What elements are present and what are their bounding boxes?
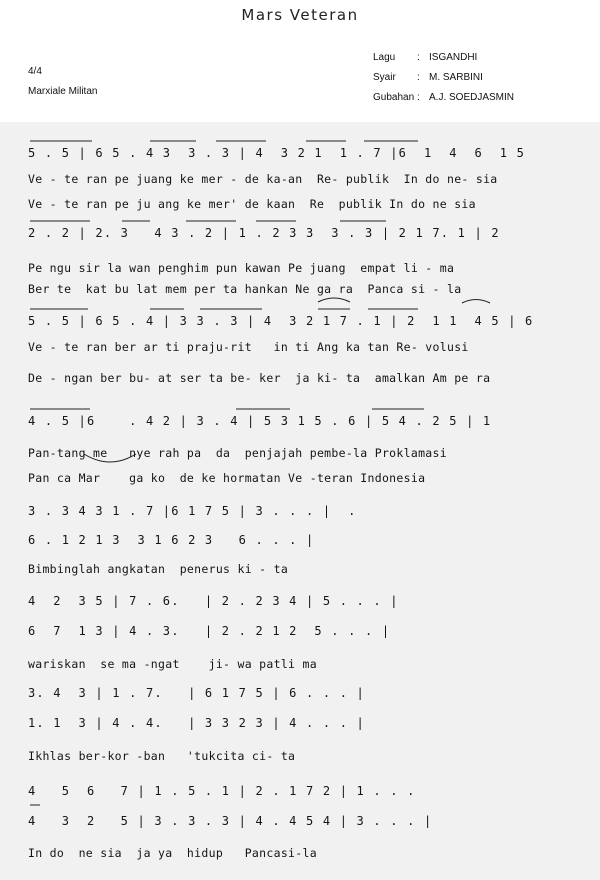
credit-separator: : xyxy=(417,52,420,63)
lyric-line: Bimbinglah angkatan penerus ki - ta xyxy=(28,562,289,576)
lyric-line: Ve - te ran pe ju ang ke mer' de kaan Re publik In do ne sia xyxy=(28,197,476,211)
credit-label: Syair xyxy=(373,72,396,83)
notation-line: 4 2 3 5 | 7 . 6. | 2 . 2 3 4 | 5 . . . | xyxy=(28,594,399,608)
lyric-line: Ve - te ran pe juang ke mer - de ka-an Re- publik In do ne- sia xyxy=(28,172,498,186)
notation-line: 5 . 5 | 6 5 . 4 3 3 . 3 | 4 3 2 1 1 . 7 |6 1 4 6 1 5 xyxy=(28,146,526,160)
notation-line: 2 . 2 | 2. 3 4 3 . 2 | 1 . 2 3 3 3 . 3 | 2 1 7. 1 | 2 xyxy=(28,226,500,240)
lyric-line: Ikhlas ber-kor -ban 'tukcita ci- ta xyxy=(28,749,296,763)
lyric-line: Ve - te ran ber ar ti praju-rit in ti Ang ka tan Re- volusi xyxy=(28,340,469,354)
lyric-line: In do ne sia ja ya hidup Pancasi-la xyxy=(28,846,317,860)
credit-label: Gubahan xyxy=(373,92,415,103)
credit-value: A.J. SOEDJASMIN xyxy=(429,92,515,103)
credit-value: M. SARBINI xyxy=(429,72,483,83)
notation-line: 4 . 5 |6 . 4 2 | 3 . 4 | 5 3 1 5 . 6 | 5 4 . 2 5 | 1 xyxy=(28,414,492,428)
tempo-style: Marxiale Militan xyxy=(28,86,98,97)
notation-line: 1. 1 3 | 4 . 4. | 3 3 2 3 | 4 . . . | xyxy=(28,716,365,730)
notation-line: 4 3 2 5 | 3 . 3 . 3 | 4 . 4 5 4 | 3 . . . | xyxy=(28,814,433,828)
credits-block xyxy=(373,48,514,108)
credit-arranger xyxy=(373,88,514,108)
credit-label: Lagu xyxy=(373,52,396,63)
lyric-line: Pan-tang me nye rah pa da penjajah pembe-la Proklamasi xyxy=(28,446,447,460)
notation-line: 6 7 1 3 | 4 . 3. | 2 . 2 1 2 5 . . . | xyxy=(28,624,391,638)
credit-separator: : xyxy=(417,92,420,103)
credit-value: ISGANDHI xyxy=(429,52,478,63)
lyric-line: Pe ngu sir la wan penghim pun kawan Pe juang empat li - ma xyxy=(28,261,455,275)
credit-separator: : xyxy=(417,72,420,83)
credit-lyricist xyxy=(373,68,514,88)
credit-composer xyxy=(373,48,514,68)
notation-line: 5 . 5 | 6 5 . 4 | 3 3 . 3 | 4 3 2 1 7 . 1 | 2 1 1 4 5 | 6 xyxy=(28,314,534,328)
notation-line: 4 5 6 7 | 1 . 5 . 1 | 2 . 1 7 2 | 1 . . . xyxy=(28,784,416,798)
lyric-line: wariskan se ma -ngat ji- wa patli ma xyxy=(28,657,317,671)
notation-line: 3 . 3 4 3 1 . 7 |6 1 7 5 | 3 . . . | . xyxy=(28,504,357,518)
lyric-line: Pan ca Mar ga ko de ke hormatan Ve -teran Indonesia xyxy=(28,471,426,485)
song-title: Mars Veteran xyxy=(241,6,359,24)
notation-line: 6 . 1 2 1 3 3 1 6 2 3 6 . . . | xyxy=(28,533,315,547)
time-signature: 4/4 xyxy=(28,66,42,77)
notation-line: 3. 4 3 | 1 . 7. | 6 1 7 5 | 6 . . . | xyxy=(28,686,365,700)
lyric-line: De - ngan ber bu- at ser ta be- ker ja ki- ta amalkan Am pe ra xyxy=(28,371,491,385)
lyric-line: Ber te kat bu lat mem per ta hankan Ne ga ra Panca si - la xyxy=(28,282,462,296)
